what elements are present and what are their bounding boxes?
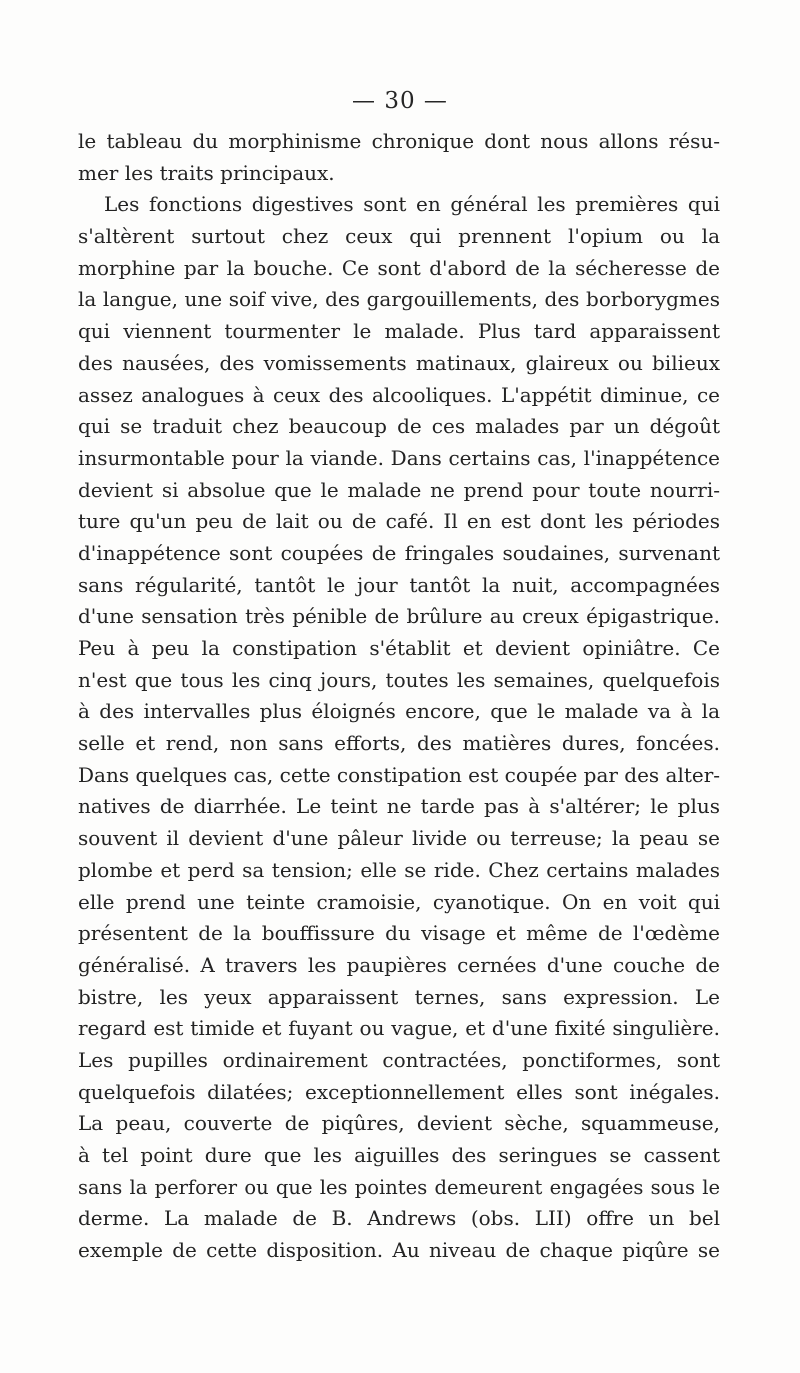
text-line: sans régularité, tantôt le jour tantôt la nuit, accompagnées	[78, 572, 720, 597]
text-line: d'une sensation très pénible de brûlure au creux épigastrique.	[78, 604, 720, 629]
text-line: plombe et perd sa tension; elle se ride. Chez certains malades	[78, 857, 720, 882]
text-line: à des intervalles plus éloignés encore, que le malade va à la	[78, 699, 720, 724]
text-line: Les pupilles ordinairement contractées, ponctiformes, sont	[78, 1047, 720, 1072]
text-line: regard est timide et fuyant ou vague, et d'une fixité singulière.	[78, 1016, 720, 1041]
text-line: souvent il devient d'une pâleur livide ou terreuse; la peau se	[78, 826, 720, 851]
text-line: quelquefois dilatées; exceptionnellement elles sont inégales.	[78, 1079, 720, 1104]
text-line: des nausées, des vomissements matinaux, glaireux ou bilieux	[78, 350, 720, 375]
text-line: présentent de la bouffissure du visage et même de l'œdème	[78, 921, 720, 946]
text-line: généralisé. A travers les paupières cernées d'une couche de	[78, 952, 720, 977]
text-line: Dans quelques cas, cette constipation est coupée par des alter-	[78, 762, 720, 787]
text-line: ture qu'un peu de lait ou de café. Il en est dont les périodes	[78, 509, 720, 534]
text-line: la langue, une soif vive, des gargouillements, des borborygmes	[78, 287, 720, 312]
text-line: selle et rend, non sans efforts, des matières dures, foncées.	[78, 731, 720, 756]
text-line: Les fonctions digestives sont en général les premières qui	[104, 192, 720, 217]
text-line: Peu à peu la constipation s'établit et devient opiniâtre. Ce	[78, 636, 720, 660]
text-line: d'inappétence sont coupées de fringales soudaines, survenant	[78, 540, 720, 565]
text-line: assez analogues à ceux des alcooliques. L'appétit diminue, ce	[78, 382, 720, 407]
text-line: à tel point dure que les aiguilles des seringues se cassent	[78, 1143, 720, 1167]
text-line: qui se traduit chez beaucoup de ces malades par un dégoût	[78, 414, 720, 439]
text-line: derme. La malade de B. Andrews (obs. LII) offre un bel	[78, 1206, 720, 1231]
text-line: sans la perforer ou que les pointes demeurent engagées sous le	[78, 1175, 720, 1199]
text-line: La peau, couverte de piqûres, devient sèche, squammeuse,	[78, 1111, 720, 1136]
text-line: n'est que tous les cinq jours, toutes les semaines, quelquefois	[78, 667, 720, 692]
text-line: qui viennent tourmenter le malade. Plus tard apparaissent	[78, 319, 720, 344]
page-number: — 30 —	[352, 88, 448, 114]
text-line: devient si absolue que le malade ne prend pour toute nourri-	[78, 477, 720, 502]
text-line: s'altèrent surtout chez ceux qui prennent l'opium ou la	[78, 224, 720, 249]
text-line: elle prend une teinte cramoisie, cyanotique. On en voit qui	[78, 889, 720, 914]
text-line: insurmontable pour la viande. Dans certains cas, l'inappétence	[78, 445, 720, 470]
text-line: bistre, les yeux apparaissent ternes, sans expression. Le	[78, 984, 720, 1009]
text-line: exemple de cette disposition. Au niveau de chaque piqûre se	[78, 1238, 720, 1263]
text-line: mer les traits principaux.	[78, 160, 335, 185]
body-text	[78, 126, 720, 1267]
text-line: morphine par la bouche. Ce sont d'abord de la sécheresse de	[78, 255, 720, 280]
text-line: le tableau du morphinisme chronique dont nous allons résu-	[78, 129, 720, 153]
text-line: natives de diarrhée. Le teint ne tarde pas à s'altérer; le plus	[78, 794, 720, 819]
